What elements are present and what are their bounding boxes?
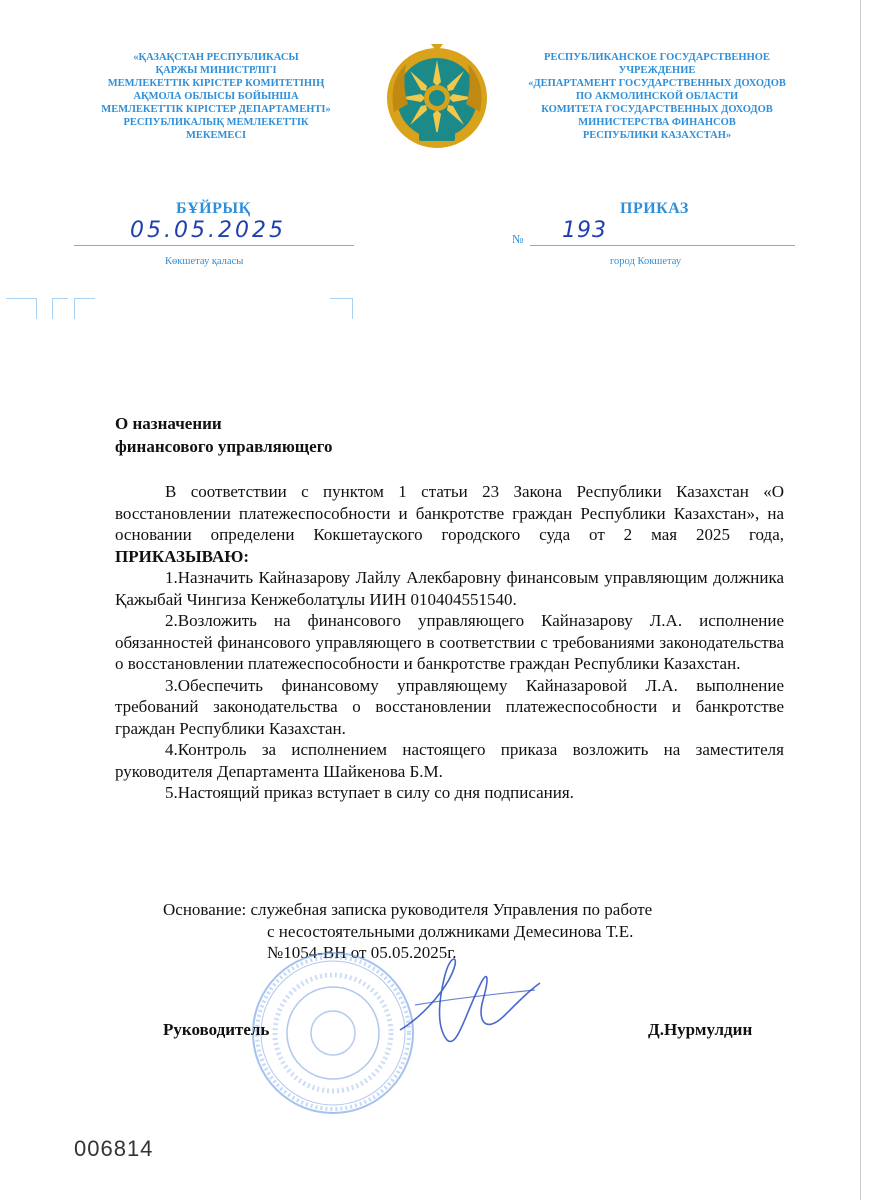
header-right-line: «ДЕПАРТАМЕНТ ГОСУДАРСТВЕННЫХ ДОХОДОВ: [528, 78, 786, 89]
order-number-label: №: [512, 232, 524, 246]
signatory-title: Руководитель: [163, 1020, 270, 1039]
order-item: 5.Настоящий приказ вступает в силу со дня подписания.: [165, 783, 574, 802]
subject-line: финансового управляющего: [115, 437, 333, 456]
order-item: 1.Назначить Кайназарову Лайлу Алекбаровну финансовым управляющим должника Қажыбай Чингиза Кенжеболатұлы ИИН 010404551540.: [115, 568, 784, 609]
corner-mark: [74, 298, 95, 319]
order-date-handwritten: 05.05.2025: [130, 218, 286, 243]
order-item: 3.Обеспечить финансовому управляющему Кайназаровой Л.А. выполнение требований законодательства о восстановлении платежеспособности и банкротстве граждан Республики Казахстан.: [115, 675, 784, 738]
header-left-line: МЕМЛЕКЕТТІК КІРІСТЕР ДЕПАРТАМЕНТІ»: [101, 104, 331, 115]
intro-text: В соответствии с пунктом 1 статьи 23 Закона Республики Казахстан «О восстановлении платежеспособности и банкротстве граждан Республики Казахстан», на основании определени Кокшетауского городского суда от 2 мая 2025 года,: [115, 482, 784, 544]
state-emblem-icon: [384, 42, 490, 154]
subject-line: О назначении: [115, 414, 222, 433]
header-left-line: МЕКЕМЕСІ: [185, 130, 247, 141]
intro-paragraph: [115, 481, 784, 567]
date-underline: [74, 245, 354, 246]
corner-mark: [52, 298, 68, 319]
order-item: 2.Возложить на финансового управляющего Кайназарову Л.А. исполнение обязанностей финансового управляющего в соответствии с требованиями законодательства о восстановлении платежеспособности и банкротстве граждан Республики Казахстан.: [115, 611, 784, 673]
header-right-line: РЕСПУБЛИКИ КАЗАХСТАН»: [582, 130, 732, 141]
header-left-line: ҚАРЖЫ МИНИСТРЛІГІ: [155, 65, 277, 76]
header-left-kz: [82, 51, 350, 142]
city-kz: Көкшетау қаласы: [165, 256, 244, 267]
header-left-line: «ҚАЗАҚСТАН РЕСПУБЛИКАСЫ: [133, 52, 299, 63]
header-right-line: МИНИСТЕРСТВА ФИНАНСОВ: [578, 117, 736, 128]
page-edge-divider: [860, 0, 861, 1200]
corner-mark: [6, 298, 37, 319]
header-right-line: УЧРЕЖДЕНИЕ: [618, 65, 696, 76]
order-kind-ru: ПРИКАЗ: [620, 200, 689, 217]
order-subject: [115, 412, 435, 458]
number-underline: [530, 245, 795, 246]
header-right-line: ПО АКМОЛИНСКОЙ ОБЛАСТИ: [575, 91, 739, 102]
basis-line: с несостоятельными должниками Демесинова Т.Е.: [267, 921, 634, 941]
handwritten-signature-icon: [395, 945, 545, 1055]
signatory-name: Д.Нурмулдин: [648, 1020, 753, 1039]
basis-line: Основание: служебная записка руководителя Управления по работе: [163, 900, 653, 919]
basis-line: №1054-ВН от 05.05.2025г.: [267, 943, 457, 962]
order-body: [115, 481, 784, 804]
serial-number: 006814: [74, 1136, 154, 1161]
header-left-line: МЕМЛЕКЕТТІК КІРІСТЕР КОМИТЕТІНІҢ: [107, 78, 325, 89]
header-left-line: АҚМОЛА ОБЛЫСЫ БОЙЫНША: [133, 91, 299, 102]
order-kind-kz: БҰЙРЫҚ: [176, 200, 251, 217]
corner-mark: [330, 298, 353, 319]
order-item: 4.Контроль за исполнением настоящего приказа возложить на заместителя руководителя Департамента Шайкенова Б.М.: [115, 740, 784, 781]
order-number-handwritten: 193: [562, 218, 607, 243]
header-right-line: КОМИТЕТА ГОСУДАРСТВЕННЫХ ДОХОДОВ: [541, 104, 773, 115]
header-left-line: РЕСПУБЛИКАЛЫҚ МЕМЛЕКЕТТІК: [123, 117, 309, 128]
city-ru: город Кокшетау: [610, 256, 682, 267]
official-stamp-icon: [248, 948, 418, 1118]
order-keyword: ПРИКАЗЫВАЮ:: [115, 546, 250, 566]
header-right-line: РЕСПУБЛИКАНСКОЕ ГОСУДАРСТВЕННОЕ: [544, 52, 770, 63]
header-right-ru: [505, 51, 809, 142]
